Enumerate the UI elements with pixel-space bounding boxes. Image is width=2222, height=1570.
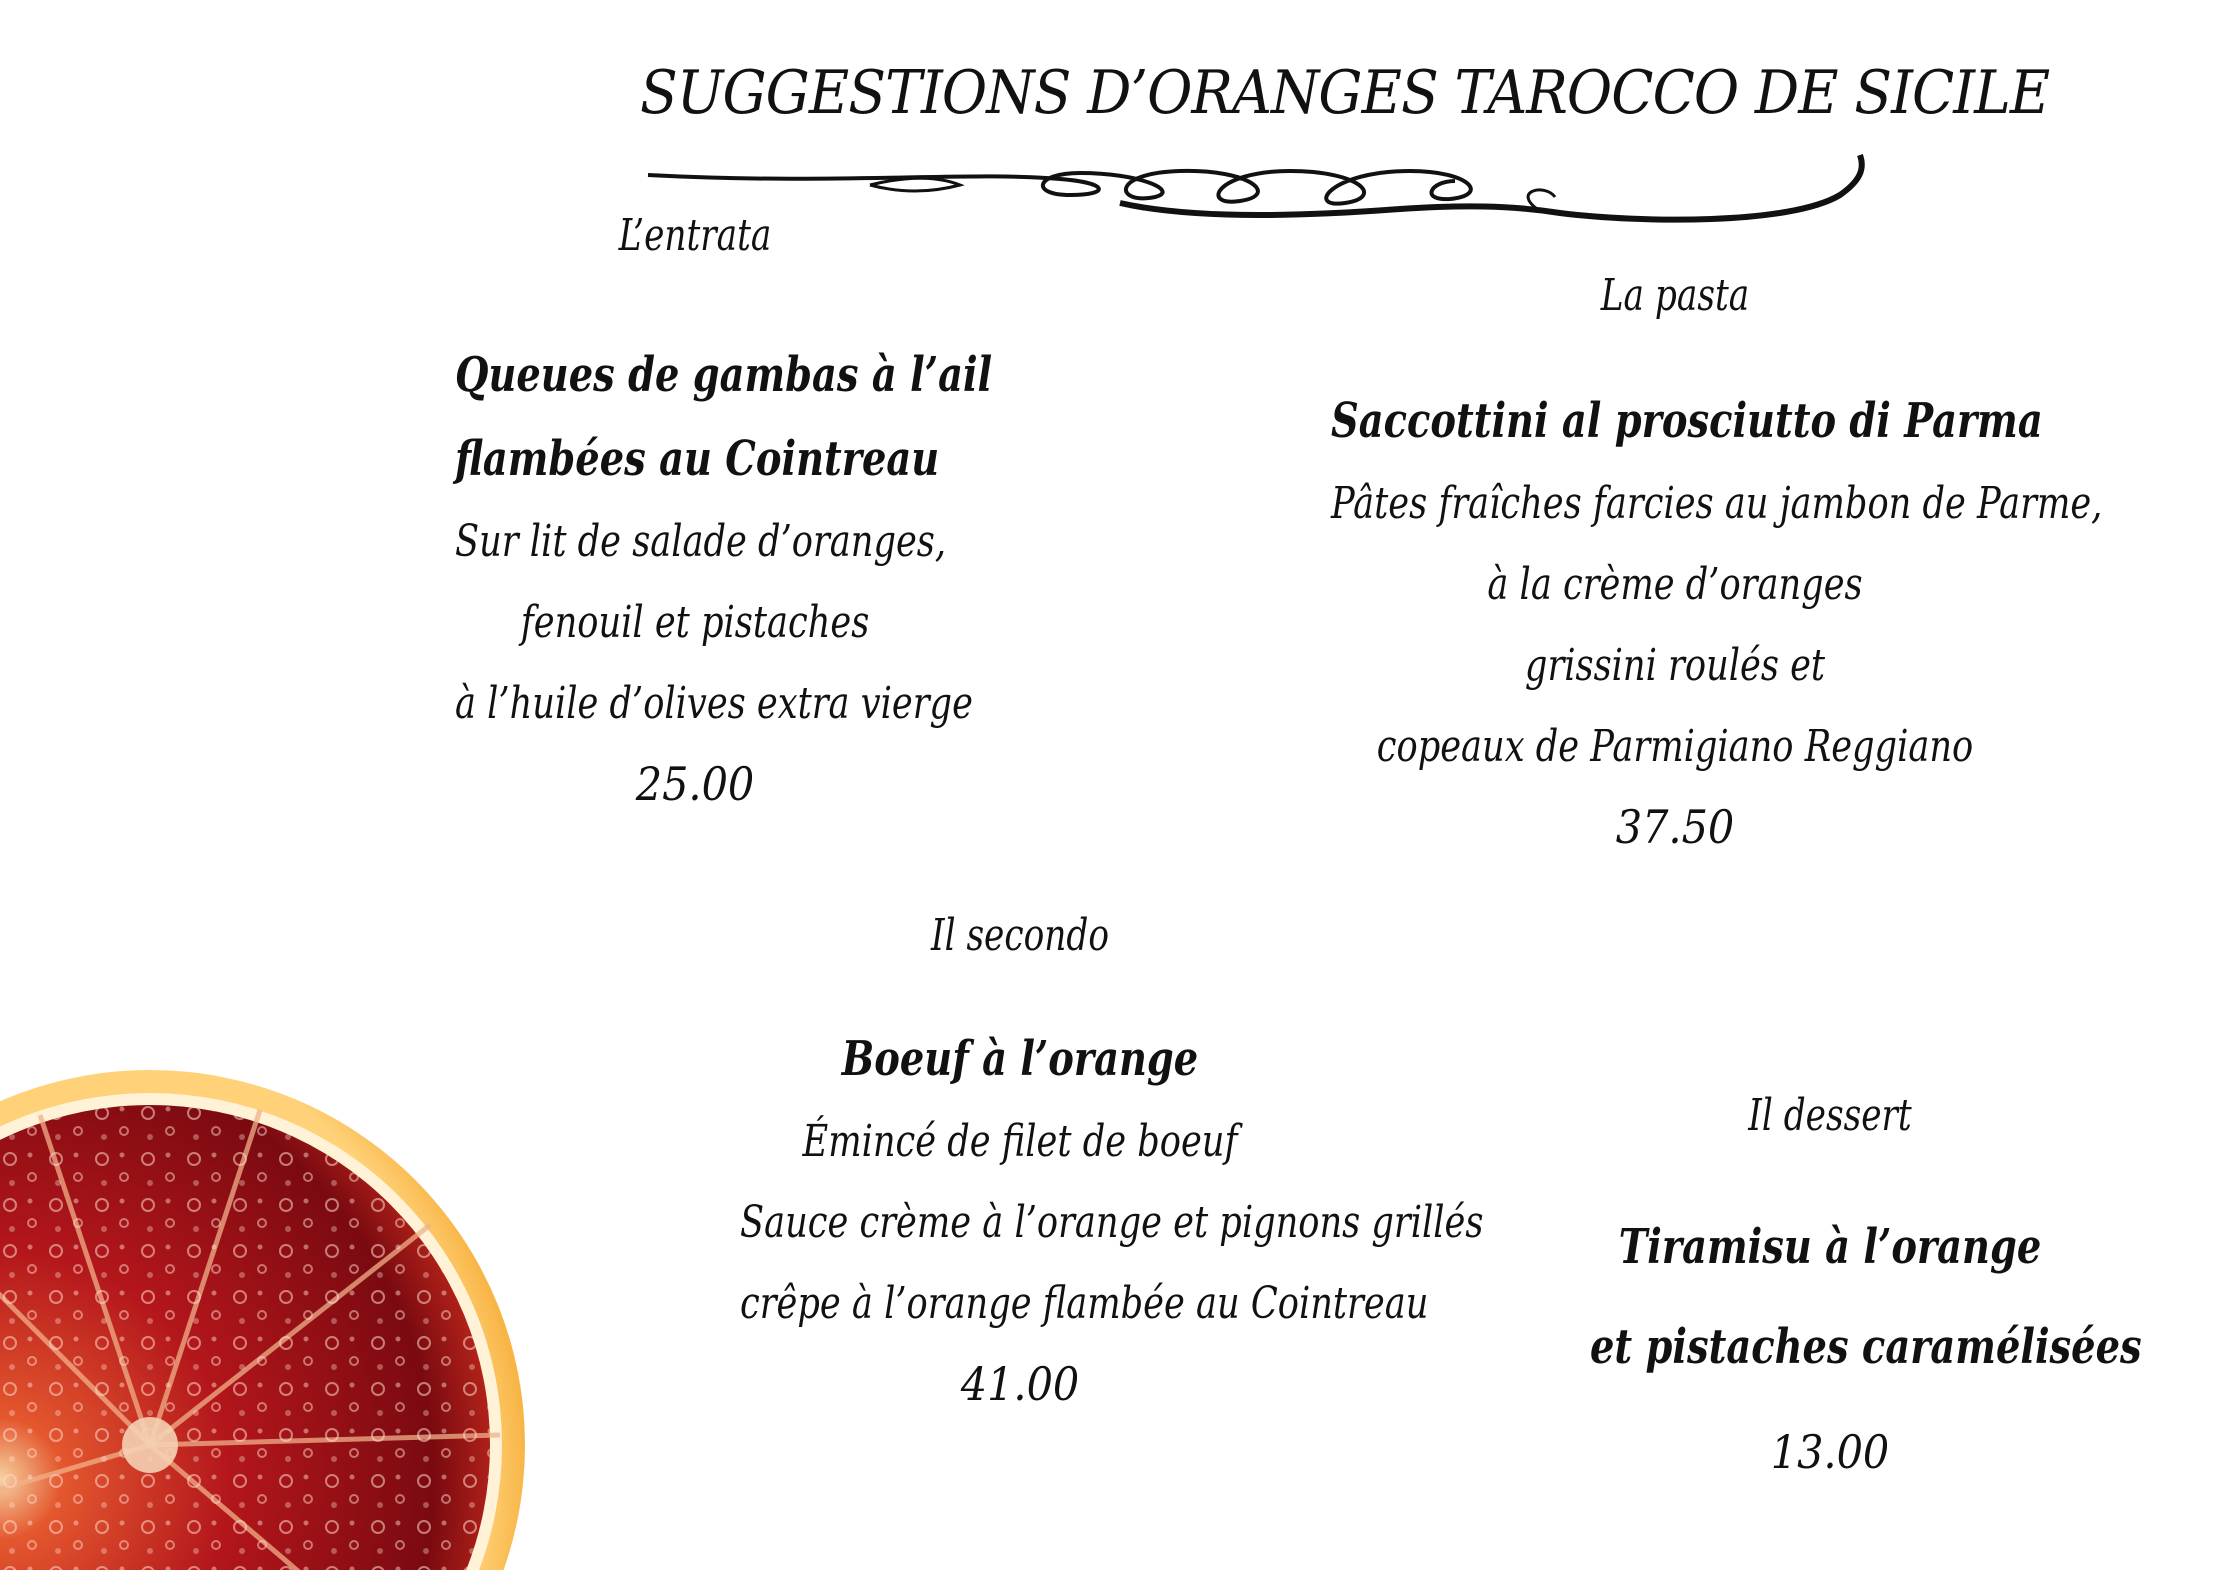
dish-name: Saccottini al prosciutto di Parma (1331, 393, 2043, 449)
section-heading: La pasta (1600, 270, 1750, 321)
dish-description: Pâtes fraîches farcies au jambon de Parme, (1331, 478, 2103, 529)
dish-description: Sur lit de salade d’oranges, (455, 516, 947, 567)
dish-description: crêpe à l’orange flambée au Cointreau (740, 1278, 1429, 1329)
dish-name: flambées au Cointreau (455, 431, 940, 487)
section-heading: Il secondo (931, 910, 1109, 961)
section-heading: L’entrata (618, 210, 772, 261)
section-entrata (395, 210, 995, 824)
dish-name: et pistaches caramélisées (1590, 1319, 2142, 1375)
dish-description: à la crème d’oranges (1487, 559, 1863, 610)
dish-name: Queues de gambas à l’ail (455, 347, 993, 403)
dish-name: Tiramisu à l’orange (1618, 1219, 2042, 1275)
blood-orange-image (0, 1055, 560, 1570)
dish-description: grissini roulés et (1524, 640, 1826, 691)
section-dessert (1530, 1090, 2142, 1507)
dish-price: 37.50 (1615, 800, 1735, 854)
dish-price: 25.00 (635, 757, 755, 811)
dish-description: copeaux de Parmigiano Reggiano (1376, 721, 1974, 772)
dish-price: 41.00 (960, 1357, 1080, 1411)
dish-name: Boeuf à l’orange (841, 1031, 1199, 1087)
section-secondo (670, 910, 1484, 1424)
dish-description: Sauce crème à l’orange et pignons grillés (740, 1197, 1484, 1248)
section-heading: Il dessert (1748, 1090, 1912, 1141)
dish-price: 13.00 (1770, 1425, 1890, 1479)
dish-description: à l’huile d’olives extra vierge (455, 678, 973, 729)
menu-title: SUGGESTIONS D’ORANGES TAROCCO DE SICILE (640, 58, 2050, 128)
dish-description: fenouil et pistaches (520, 597, 870, 648)
dish-description: Émincé de filet de boeuf (802, 1116, 1238, 1167)
section-pasta (1245, 270, 2105, 867)
